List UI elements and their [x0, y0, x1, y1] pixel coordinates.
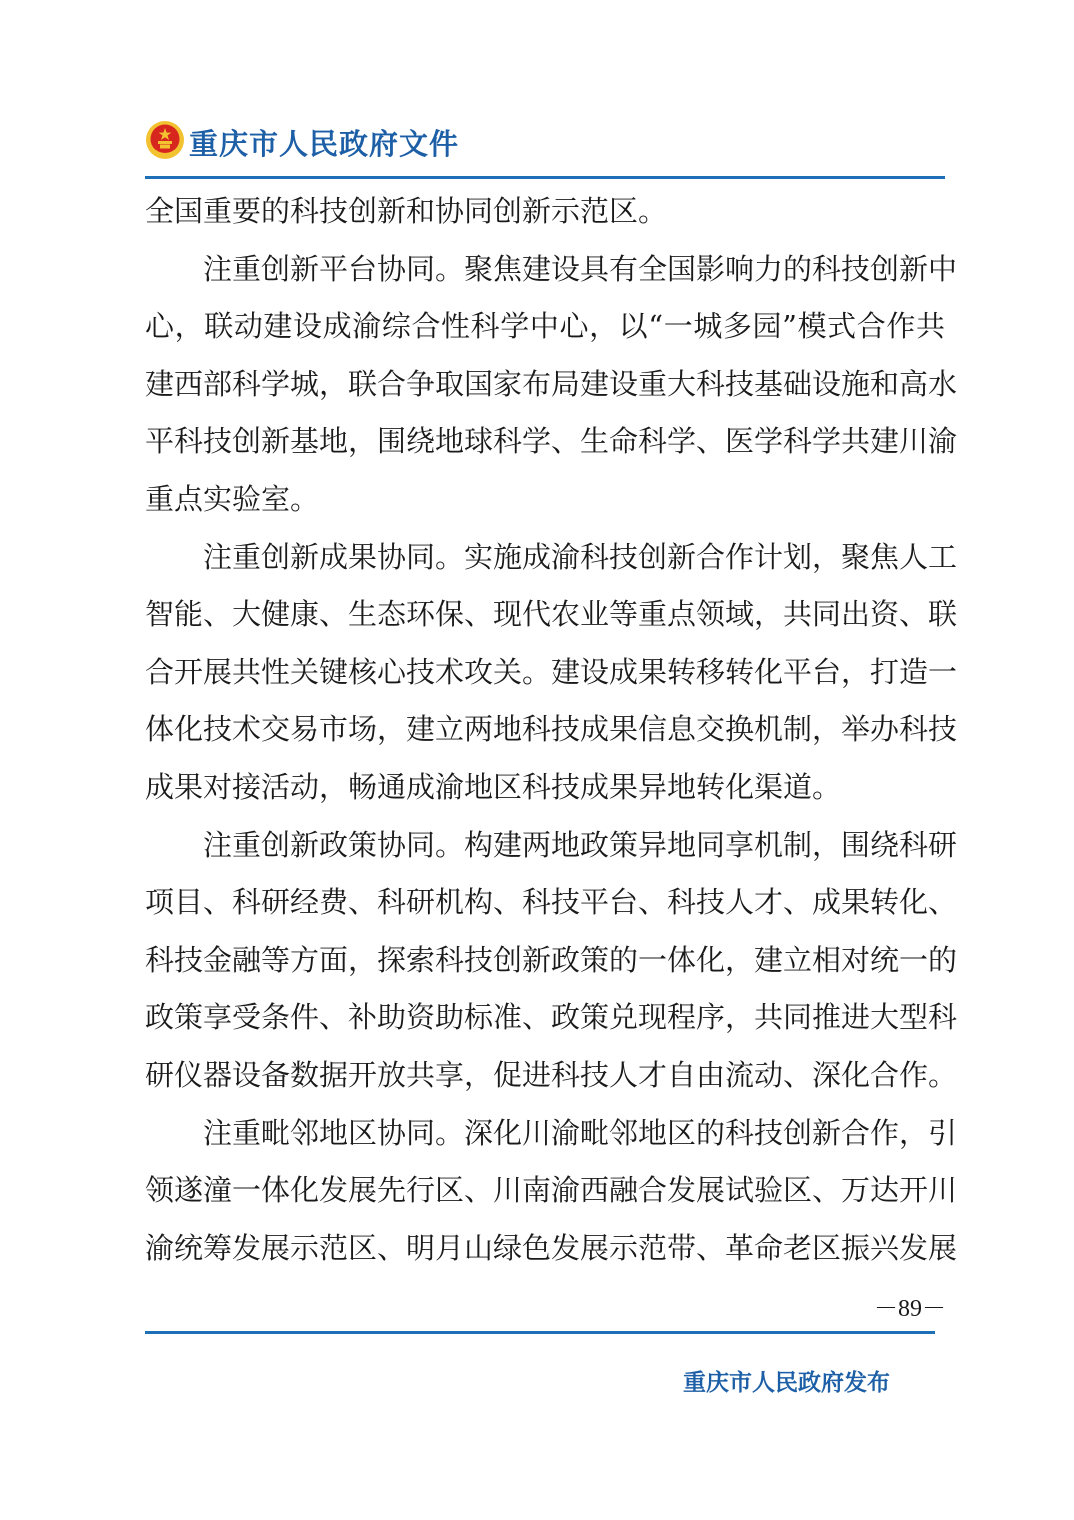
text-line-content: 注重创新成果协同。实施成渝科技创新合作计划，聚焦人工 [203, 539, 958, 574]
footer-publisher: 重庆市人民政府发布 [683, 1370, 890, 1396]
text-line [145, 298, 945, 356]
national-emblem-icon [145, 120, 185, 160]
header-title: 重庆市人民政府文件 [189, 127, 460, 161]
text-line [145, 356, 958, 414]
footer-divider [145, 1331, 935, 1334]
text-line-content: 心，联动建设成渝综合性科学中心，以“一城多园”模式合作共 [145, 309, 945, 344]
text-line-content: 智能、大健康、生态环保、现代农业等重点领域，共同出资、联 [145, 597, 958, 632]
text-line-content: 合开展共性关键核心技术攻关。建设成果转移转化平台，打造一 [145, 654, 958, 689]
text-line [145, 989, 958, 1047]
document-body [145, 183, 958, 1277]
text-line-content: 领遂潼一体化发展先行区、川南渝西融合发展试验区、万达开川 [145, 1173, 958, 1208]
text-line-content: 注重创新政策协同。构建两地政策异地同享机制，围绕科研 [203, 827, 958, 862]
text-line [145, 1105, 958, 1163]
text-line [145, 932, 958, 990]
text-line [145, 1047, 958, 1105]
text-line [145, 183, 945, 241]
document-header [145, 118, 945, 174]
header-divider [145, 176, 945, 179]
text-line-content: 研仪器设备数据开放共享，促进科技人才自由流动、深化合作。 [145, 1057, 958, 1092]
text-line [145, 471, 945, 529]
text-line-content: 建西部科学城，联合争取国家布局建设重大科技基础设施和高水 [145, 366, 958, 401]
text-line [145, 644, 958, 702]
text-line-content: 平科技创新基地，围绕地球科学、生命科学、医学科学共建川渝 [145, 424, 958, 459]
text-line [145, 817, 958, 875]
text-line [145, 529, 958, 587]
text-line-content: 注重毗邻地区协同。深化川渝毗邻地区的科技创新合作，引 [203, 1115, 958, 1150]
text-line-content: 渝统筹发展示范区、明月山绿色发展示范带、革命老区振兴发展 [145, 1230, 958, 1265]
text-line-content: 体化技术交易市场，建立两地科技成果信息交换机制，举办科技 [145, 712, 958, 747]
text-line [145, 586, 958, 644]
text-line-content: 政策享受条件、补助资助标准、政策兑现程序，共同推进大型科 [145, 1000, 958, 1035]
text-line [145, 241, 958, 299]
text-line [145, 1162, 958, 1220]
text-line [145, 701, 958, 759]
text-line [145, 413, 958, 471]
text-line [145, 759, 945, 817]
text-line-content: 成果对接活动，畅通成渝地区科技成果异地转化渠道。 [145, 769, 842, 804]
text-line-content: 注重创新平台协同。聚焦建设具有全国影响力的科技创新中 [203, 251, 958, 286]
text-line-content: 科技金融等方面，探索科技创新政策的一体化，建立相对统一的 [145, 942, 958, 977]
text-line-content: 重点实验室。 [145, 481, 320, 516]
text-line-content: 全国重要的科技创新和协同创新示范区。 [145, 194, 668, 228]
text-line [145, 874, 958, 932]
text-line [145, 1220, 958, 1278]
text-line-content: 项目、科研经费、科研机构、科技平台、科技人才、成果转化、 [145, 885, 958, 920]
page-number: －89－ [874, 1296, 946, 1322]
